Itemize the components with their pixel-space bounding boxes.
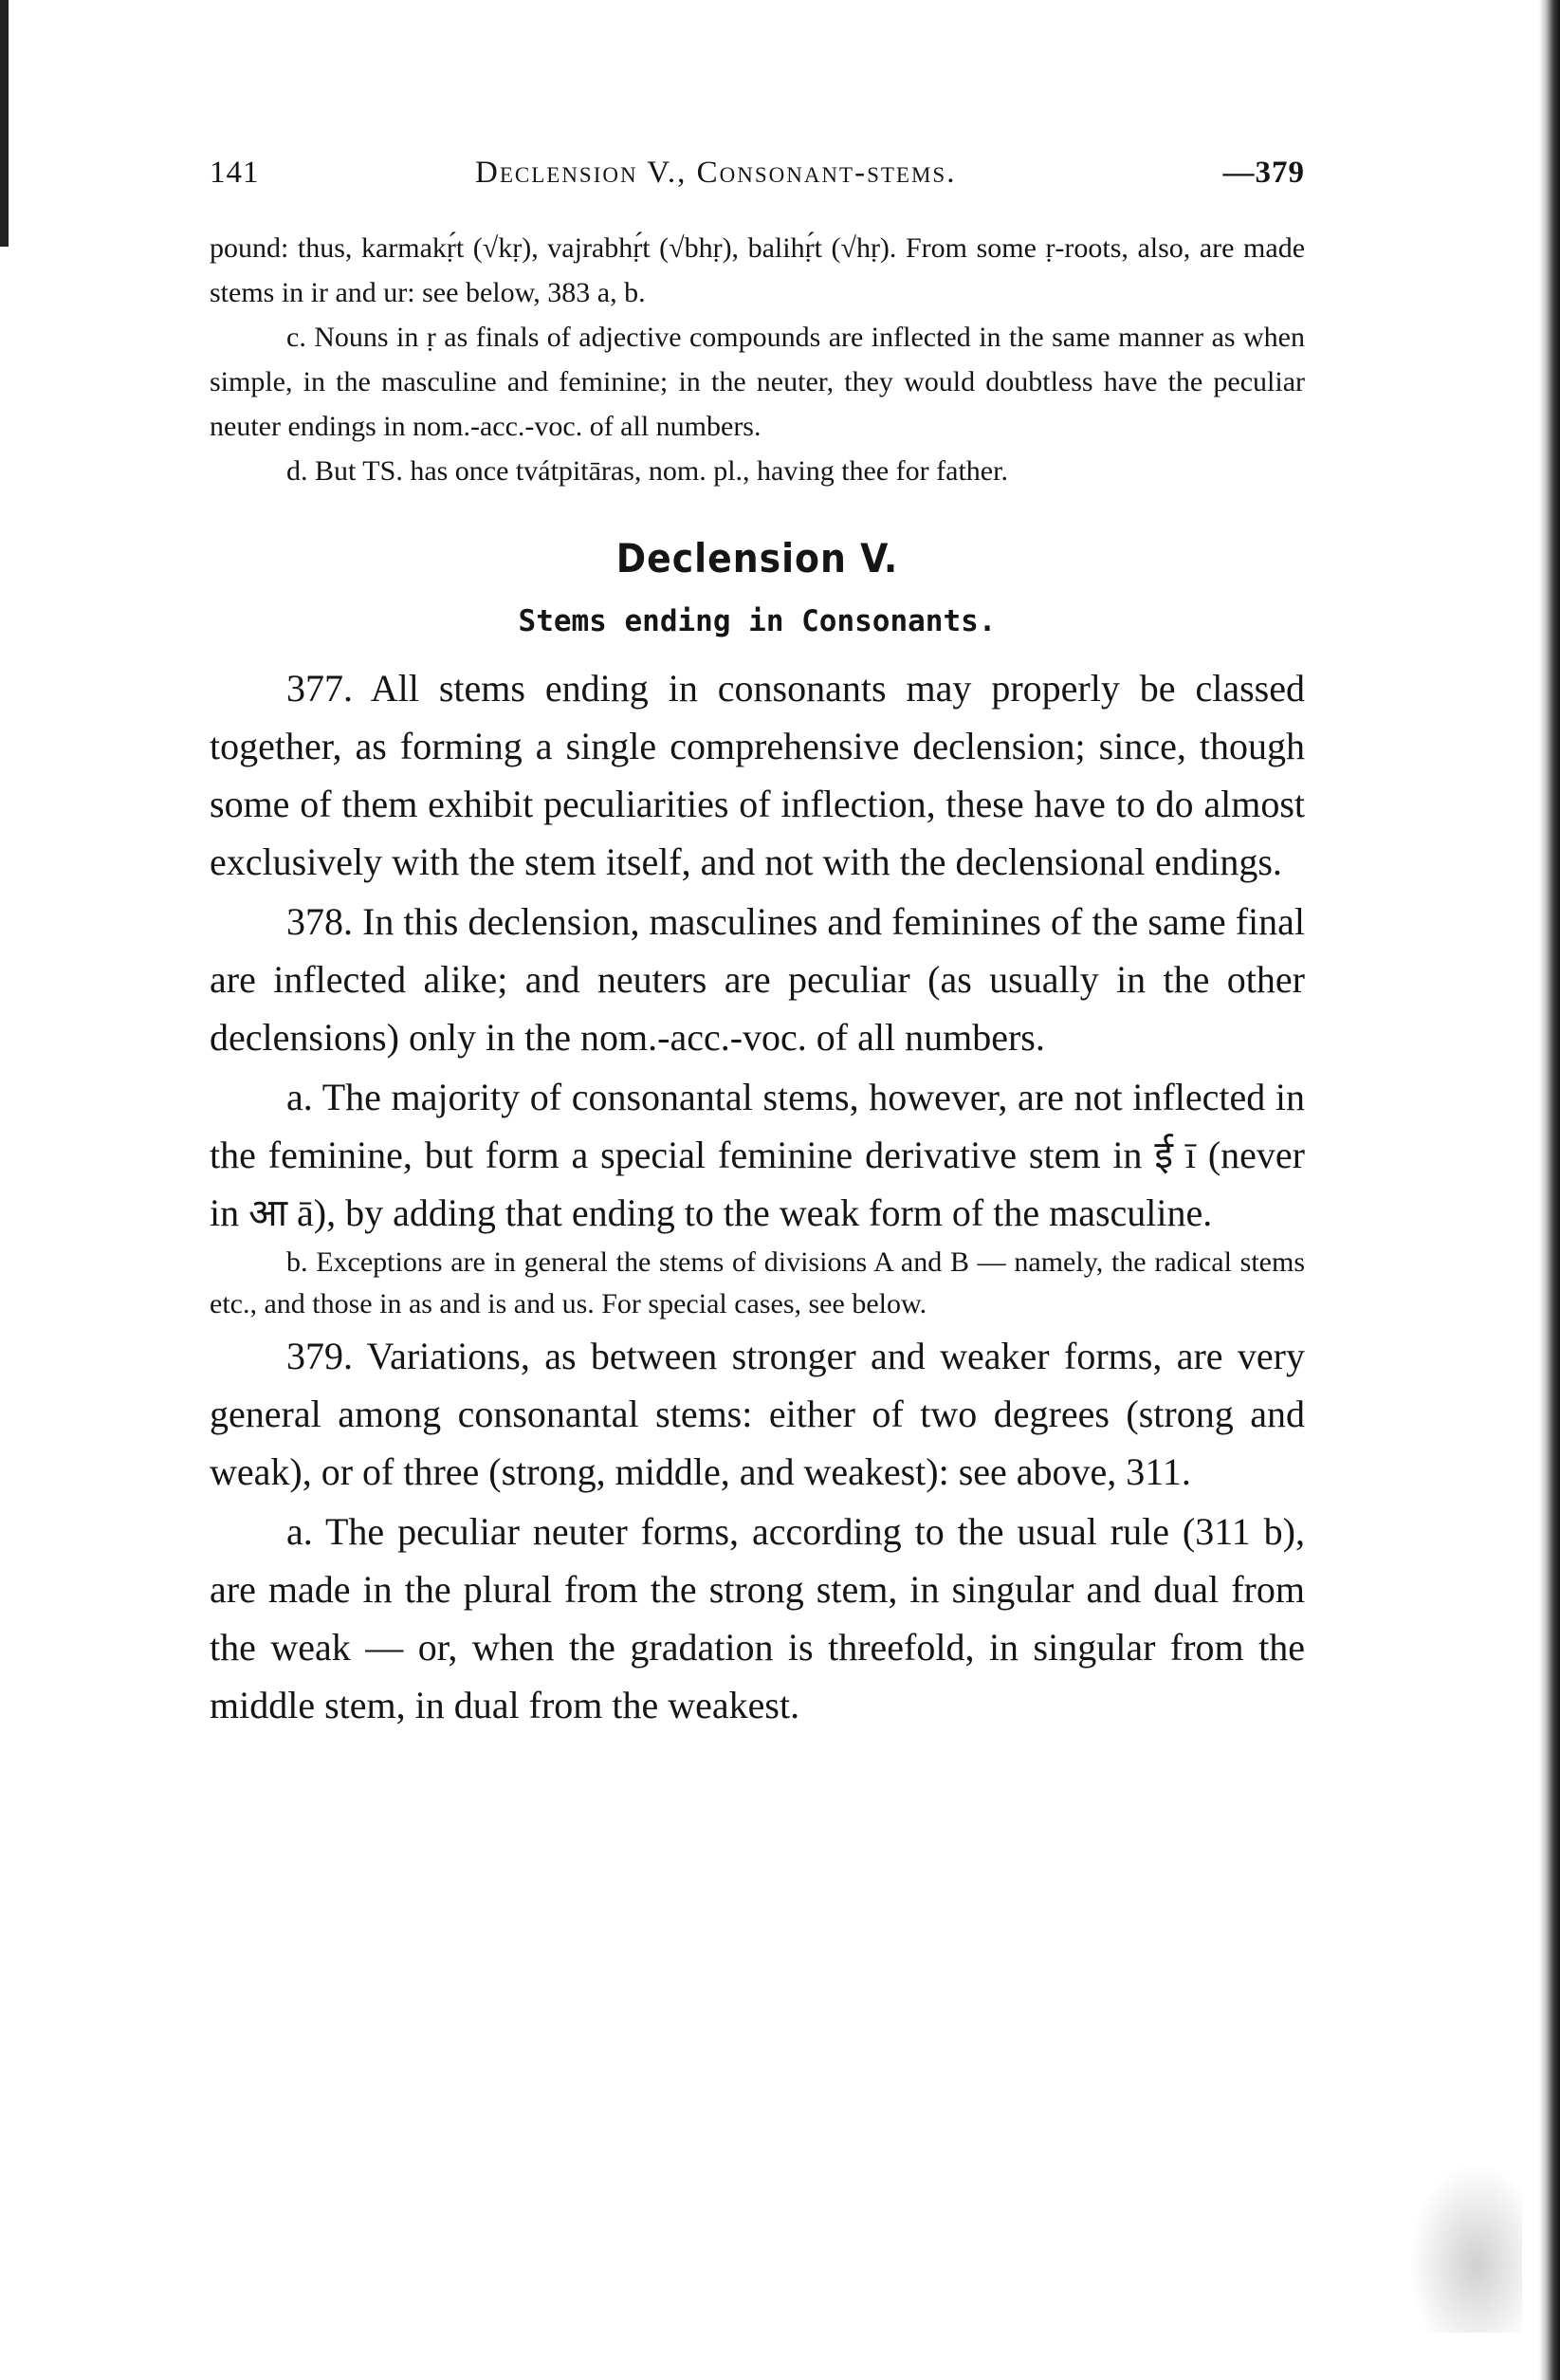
book-page (210, 142, 1305, 1734)
paragraph-377: 377. All stems ending in consonants may properly be classed together, as forming a single comprehensive declension; since, though some of them exhibit peculiarities of inflection, these have to do almost exclusively with the stem itself, and not with the declensional endings. (210, 667, 1305, 883)
paragraph-378a: a. The majority of consonantal stems, however, are not inflected in the feminine, but form a special feminine derivative stem in ई ī (never in आ ā), by adding that ending to the weak form of the masculine. (210, 1076, 1305, 1234)
section-subheading: Stems ending in Consonants. (518, 604, 997, 638)
section-reference: —379 (1222, 156, 1305, 190)
note-c: c. Nouns in ṛ as finals of adjective compounds are inflected in the same manner as when simple, in the masculine and feminine; in the neuter, they would doubtless have the peculiar neuter endings in nom.-acc.-voc. of all numbers. (210, 322, 1306, 442)
paragraph-378b: b. Exceptions are in general the stems of divisions A and B — namely, the radical stems etc., and those in as and is and us. For special cases, see below. (210, 1246, 1305, 1319)
paragraph-379: 379. Variations, as between stronger and weaker forms, are very general among consonantal stems: either of two degrees (strong and weak), or of three (strong, middle, and weakest): see above, 311. (210, 1335, 1305, 1493)
page-number: 141 (210, 156, 260, 190)
scan-edge-left (0, 0, 9, 247)
paragraph-379a: a. The peculiar neuter forms, according to the usual rule (311 b), are made in the plural from the strong stem, in singular and dual from the weak — or, when the gradation is threefold, in singular from the middle stem, in dual from the weakest. (210, 1510, 1305, 1726)
paper-stain (1408, 2162, 1522, 2333)
section-heading: Declension V. (615, 535, 899, 581)
scan-edge-right (1539, 0, 1560, 2380)
paragraph-378: 378. In this declension, masculines and feminines of the same final are inflected alike; and neuters are peculiar (as usually in the other declensions) only in the nom.-acc.-voc. of all numbers. (210, 900, 1305, 1059)
note-d: d. But TS. has once tvátpitāras, nom. pl., having thee for father. (286, 455, 1008, 487)
running-title: Declension V., Consonant-stems. (475, 156, 957, 190)
note-continuation: pound: thus, karmakṛ́t (√kṛ), vajrabhṛ́t (√bhṛ), balihṛ́t (√hṛ). From some ṛ-roots, also, are made stems in ir and ur: see below, 383 a, b. (210, 232, 1306, 308)
running-head (210, 142, 1305, 199)
preceding-notes (210, 226, 1305, 493)
main-text (210, 659, 1305, 1734)
